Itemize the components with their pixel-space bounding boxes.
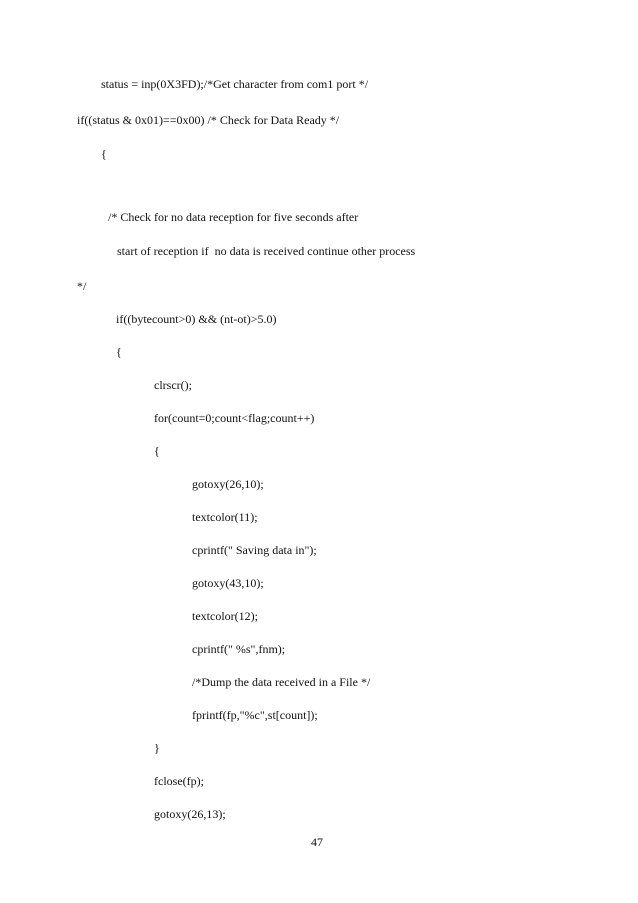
code-line: if((bytecount>0) && (nt-ot)>5.0): [116, 312, 277, 326]
code-line: cprintf(" %s",fnm);: [192, 642, 286, 656]
code-line: {: [116, 345, 122, 359]
page-number: 47: [311, 835, 323, 849]
code-line: for(count=0;count<flag;count++): [154, 411, 315, 425]
code-line: fprintf(fp,"%c",st[count]);: [192, 708, 318, 722]
code-comment-line: */: [77, 279, 87, 293]
code-comment-line: /* Check for no data reception for five seconds after: [108, 210, 359, 224]
code-line: clrscr();: [154, 378, 192, 392]
code-comment-line: /*Dump the data received in a File */: [192, 675, 371, 689]
code-line: textcolor(12);: [192, 609, 258, 623]
code-comment-line: start of reception if no data is received continue other process: [117, 244, 416, 258]
code-line: {: [154, 444, 160, 458]
code-line: {: [101, 147, 107, 161]
code-line: }: [154, 741, 160, 755]
code-line: gotoxy(43,10);: [192, 576, 264, 590]
code-line: gotoxy(26,13);: [154, 807, 226, 821]
code-line: cprintf(" Saving data in");: [192, 543, 317, 557]
code-line: status = inp(0X3FD);/*Get character from com1 port */: [101, 77, 369, 91]
code-line: fclose(fp);: [154, 774, 204, 788]
code-line: if((status & 0x01)==0x00) /* Check for Data Ready */: [77, 113, 340, 127]
code-line: textcolor(11);: [192, 510, 258, 524]
code-line: gotoxy(26,10);: [192, 477, 264, 491]
